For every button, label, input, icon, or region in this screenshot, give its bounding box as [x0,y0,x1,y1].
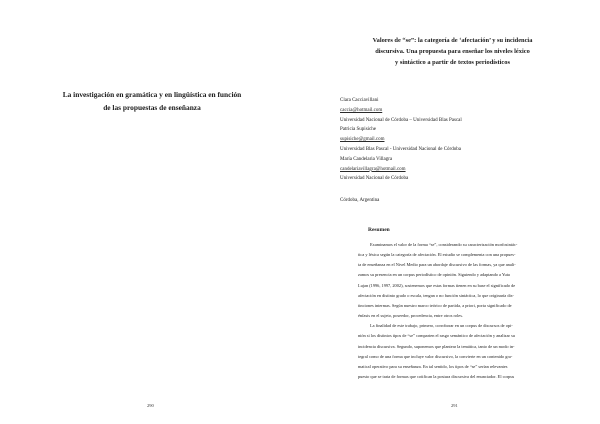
location: Córdoba, Argentina [340,198,380,203]
section-title-line-2: de las propuestas de enseñanza [103,103,201,112]
article-title-line-1: Valores de “se”: la categoría de ‘afectación’ y su incidencia [372,37,533,44]
right-page-number: 291 [451,403,458,408]
article-title-line-3: y sintáctico a partir de textos periodísticos [395,59,510,66]
abstract-line: Examinamos el valor de la forma “se”, considerando su caracterización morfosintác- [370,242,518,247]
article-title-line-2: discursiva. Una propuesta para enseñar los niveles léxico [375,48,530,55]
abstract-line: Lujan (1996, 1997, 2002), sostenemos que estas formas tienen en su base el significado de [358,282,516,288]
author-name: María Candelaria Villagra [340,156,393,162]
abstract-line: puesto que se trata de formas que cotifican la postura discursiva del enunciador. El corpus [358,374,515,380]
author-name: Patricia Supisiche [340,127,376,133]
abstract-line: nión si los distintos tipos de “se” comparten el rasgo semántico de afectación y analizar su [358,333,515,339]
abstract-line: tinciones intermas. Según nuestro marco teórico de partida, a priori, porta significado de [358,302,512,308]
left-page-number: 290 [147,403,154,408]
abstract-heading: Resumen [368,227,390,233]
abstract-line: zamos su presencia en un corpus periodístico de opinión. Siguiendo y adaptando a Yuta [358,272,510,278]
author-affiliation: Universidad Nacional de Córdoba – Universidad Blas Pascal [340,117,462,123]
author-email-link[interactable]: caccia@hotmail.com [340,107,383,113]
abstract-line: tegral como de una forma que incluye valor discursivo, la convierte en un contenido gra- [358,353,513,359]
abstract-line: incidencia discursiva. Segundo, suponemos que plantear la temática, tanto de un modo in- [358,343,515,349]
author-name: Clara Cacciavillani [340,98,379,103]
abstract-body [358,240,566,382]
abstract-line: ta de enseñanza en el Nivel Medio para un abordaje discursivo de las formas, ya que anali- [358,262,516,268]
section-title [52,88,252,114]
abstract-line: tica y léxica según la categoría de afectación. El estudio se complementa con una propues- [358,252,516,258]
author-email-link[interactable]: candelariavillagra@hotmail.com [340,166,406,172]
abstract-line: matical operativo para su enseñanza. En tal sentido, los tipos de “se” serían relevantes [358,363,508,369]
article-title [355,35,550,68]
author-affiliation: Universidad Nacional de Córdoba [340,176,409,182]
abstract-line: énfasis en el sujeto, poseedor, procedencia, entre otros roles. [358,313,464,319]
abstract-line: afectación en distinto grado o escala, tengan o no función sintáctica, lo que originaría dis- [358,292,514,298]
author-affiliation: Universidad Blas Pascal - Universidad Nacional de Córdoba [340,146,461,152]
abstract-line: La finalidad de este trabajo, primero, corroborar en un corpus de discursos de opi- [370,323,513,329]
section-title-line-1: La investigación en gramática y en lingüística en función [62,90,242,99]
author-email-link[interactable]: supisiche@gmail.com [340,137,385,143]
author-block [340,96,570,184]
right-page [300,0,600,424]
